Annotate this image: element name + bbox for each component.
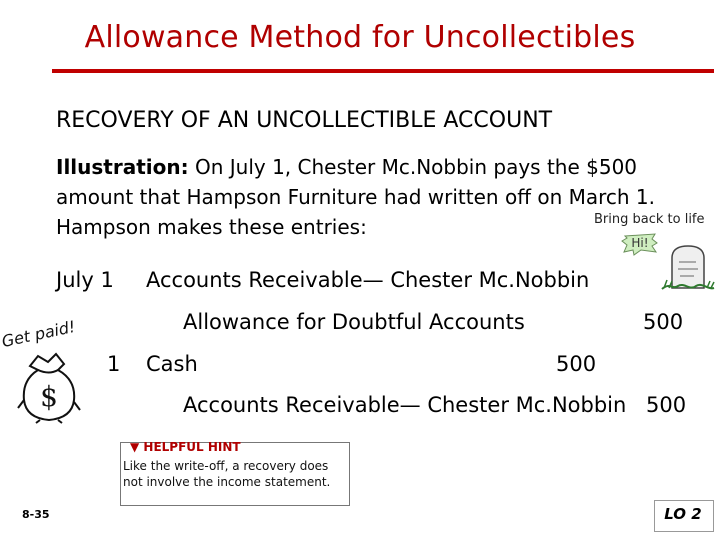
illustration-paragraph: [56, 152, 696, 242]
entry-1-credit-amount: 500: [643, 310, 684, 334]
entry-2-debit-amount: 500: [556, 352, 597, 376]
entry-2-date: 1: [107, 352, 121, 376]
helpful-hint-title: ▼ HELPFUL HINT: [130, 440, 241, 454]
slide-title: Allowance Method for Uncollectibles: [84, 20, 636, 55]
illustration-line-3: Hampson makes these entries:: [56, 215, 367, 239]
entry-1-date: July 1: [56, 268, 114, 292]
title-underline: [52, 69, 714, 73]
entry-1-credit-account: Allowance for Doubtful Accounts: [183, 310, 525, 334]
entry-2-credit-account: Accounts Receivable— Chester Mc.Nobbin: [183, 393, 627, 417]
illustration-line-1-rest: On July 1, Chester Mc.Nobbin pays the $500: [188, 155, 638, 179]
get-paid-caption: Get paid!: [0, 316, 77, 351]
moneybag-symbol: $: [40, 380, 58, 413]
bring-back-caption: Bring back to life: [594, 212, 705, 227]
illustration-lead: Illustration:: [56, 155, 189, 179]
entry-2-debit-account: Cash: [146, 352, 198, 376]
helpful-hint-body: Like the write-off, a recovery does not involve the income statement.: [123, 459, 331, 489]
illustration-line-1: [56, 152, 696, 182]
moneybag-icon: [16, 350, 82, 424]
page-number: 8-35: [22, 508, 50, 521]
entry-2-credit-amount: 500: [646, 393, 687, 417]
hi-label: Hi!: [631, 236, 649, 250]
section-subtitle: RECOVERY OF AN UNCOLLECTIBLE ACCOUNT: [56, 108, 553, 133]
illustration-line-2: amount that Hampson Furniture had written off on March 1.: [56, 185, 656, 209]
learning-objective-label: LO 2: [664, 505, 702, 523]
tombstone-icon: [660, 242, 716, 292]
entry-1-debit-account: Accounts Receivable— Chester Mc.Nobbin: [146, 268, 590, 292]
